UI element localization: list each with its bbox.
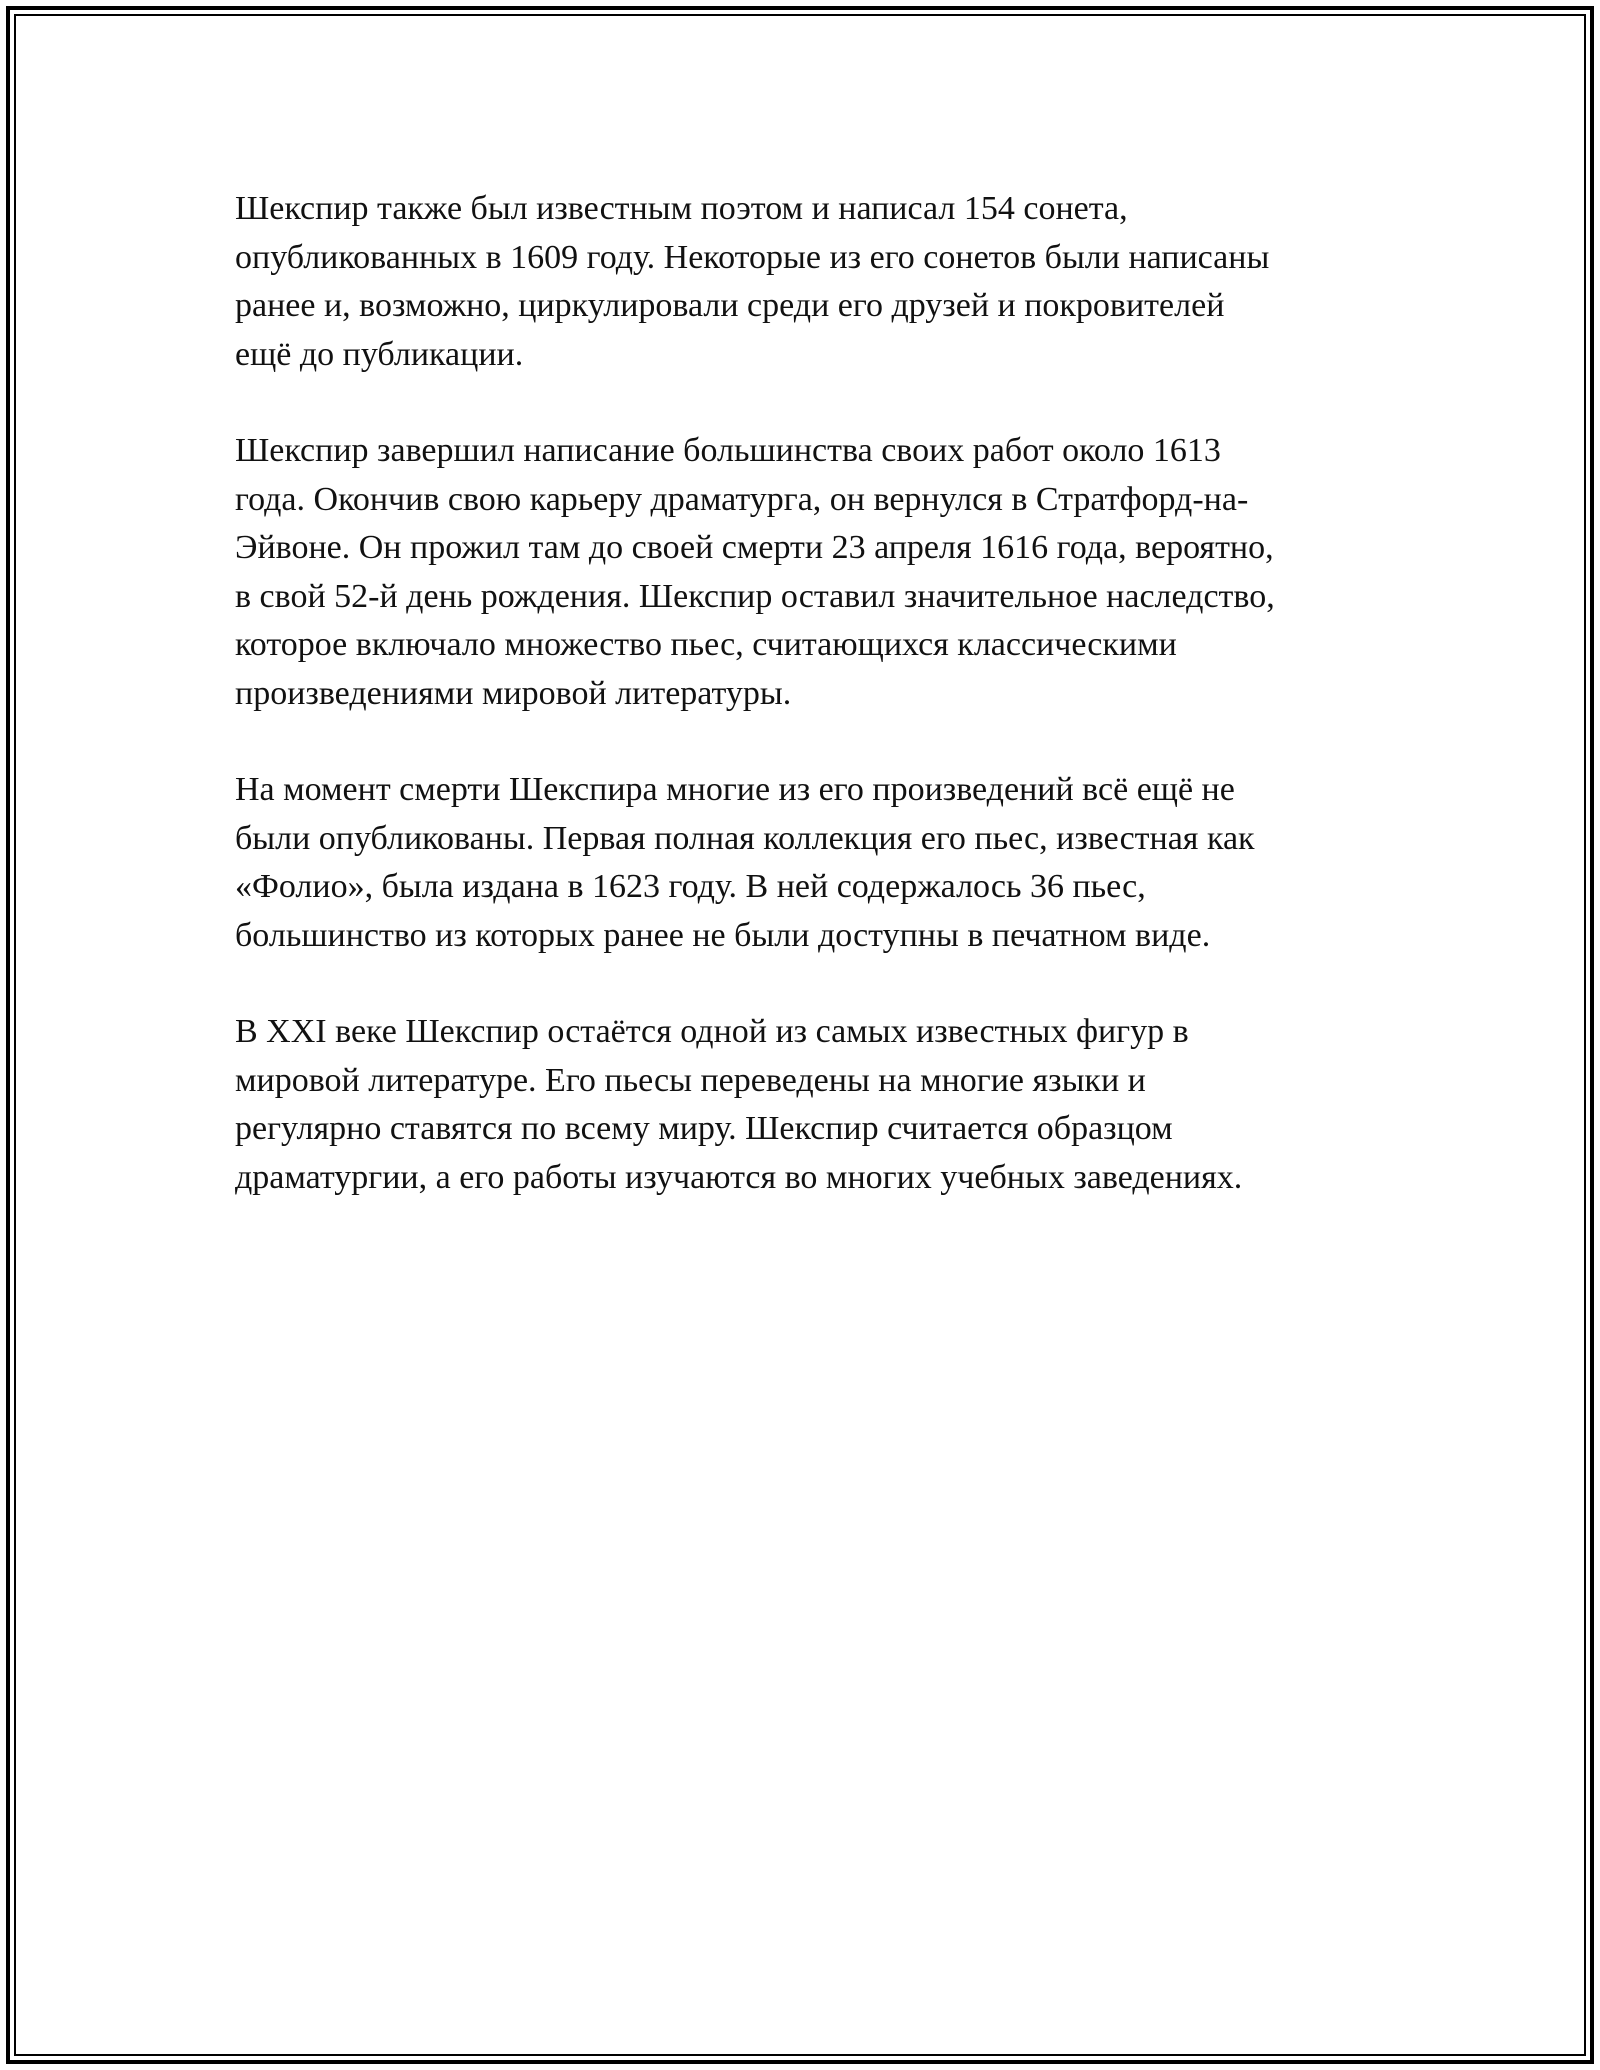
- text-line: Эйвоне. Он прожил там до своей смерти 23 апреля 1616 года, вероятно,: [235, 529, 1274, 566]
- text-line: которое включало множество пьес, считающихся классическими: [235, 626, 1177, 663]
- text-line: «Фолио», была издана в 1623 году. В ней содержалось 36 пьес,: [235, 868, 1146, 905]
- paragraph-legacy: [235, 1008, 1375, 1202]
- text-line: ранее и, возможно, циркулировали среди его друзей и покровителей: [235, 287, 1225, 324]
- paragraph-sonnets: [235, 185, 1375, 379]
- document-body: [235, 185, 1375, 1250]
- text-line: большинство из которых ранее не были доступны в печатном виде.: [235, 916, 1211, 954]
- paragraph-later-life: [235, 427, 1375, 718]
- text-line: были опубликованы. Первая полная коллекция его пьес, известная как: [235, 819, 1255, 857]
- text-line: Шекспир завершил написание большинства своих работ около 1613: [235, 432, 1221, 469]
- text-line: опубликованных в 1609 году. Некоторые из его сонетов были написаны: [235, 238, 1270, 276]
- text-line: В XXI веке Шекспир остаётся одной из самых известных фигур в: [235, 1013, 1189, 1050]
- text-line: в свой 52-й день рождения. Шекспир оставил значительное наследство,: [235, 577, 1275, 615]
- text-line: произведениями мировой литературы.: [235, 674, 792, 712]
- text-line: драматургии, а его работы изучаются во многих учебных заведениях.: [235, 1158, 1243, 1196]
- text-line: ещё до публикации.: [235, 335, 524, 373]
- paragraph-folio: [235, 766, 1375, 960]
- text-line: На момент смерти Шекспира многие из его произведений всё ещё не: [235, 771, 1235, 808]
- text-line: регулярно ставятся по всему миру. Шекспир считается образцом: [235, 1110, 1173, 1147]
- text-line: года. Окончив свою карьеру драматурга, он вернулся в Стратфорд-на-: [235, 480, 1249, 518]
- text-line: Шекспир также был известным поэтом и написал 154 сонета,: [235, 190, 1128, 227]
- text-line: мировой литературе. Его пьесы переведены на многие языки и: [235, 1061, 1146, 1099]
